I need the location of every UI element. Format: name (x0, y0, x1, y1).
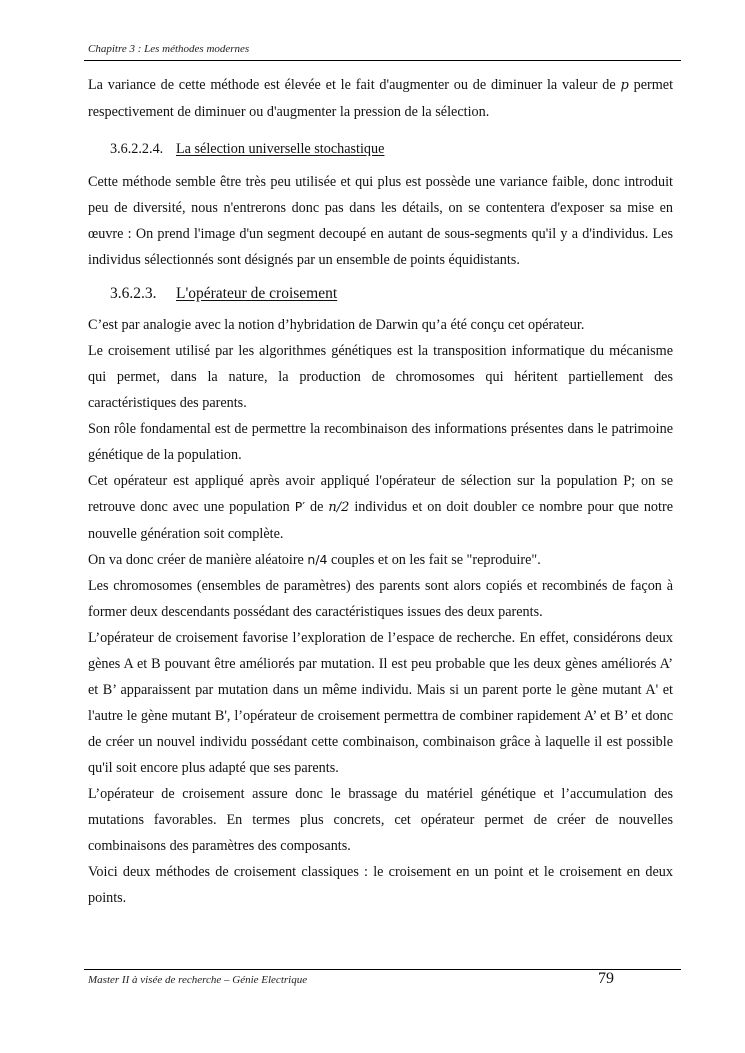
page-number: 79 (598, 970, 614, 987)
math-n-over-2: n/2 (328, 500, 350, 515)
header-rule (84, 60, 681, 61)
intro-text: La variance de cette méthode est élevée et le fait d'augmenter ou de diminuer la valeur de (88, 77, 621, 93)
paragraph-population (88, 468, 673, 547)
section-number: 3.6.2.2.4. (110, 141, 164, 157)
paragraph-crossover-definition: Le croisement utilisé par les algorithmes génétiques est la transposition informatique du mécanisme qui permet, dans la nature, la production de chromosomes qui héritent partiellement des caractéristiques des parents. (88, 343, 673, 411)
paragraph-mixing: L’opérateur de croisement assure donc le brassage du matériel génétique et l’accumulation des mutations favorables. En termes plus concrets, cet opérateur permet de créer de nouvelles combinaisons des paramètres des composants. (88, 786, 673, 854)
paragraph-exploration: L’opérateur de croisement favorise l’exploration de l’espace de recherche. En effet, considérons deux gènes A et B pouvant être améliorés par mutation. Il est peu probable que les deux gènes améliorés A’ et B’ apparaissent par mutation dans un même individu. Mais si un parent porte le gène mutant A' et l'autre le gène mutant B', l’opérateur de croisement permettra de combiner rapidement A’ et B’ et donc de créer un nouvel individu possédant cette combinaison, combinaison grâce à laquelle il est possible qu'il soit encore plus adapté que ses parents. (88, 630, 673, 776)
section-heading-3-6-2-2-4 (110, 136, 673, 162)
footer-rule (84, 969, 681, 970)
text-segment: couples et on les fait se "reproduire". (327, 552, 541, 568)
paragraph-stochastic-selection: Cette méthode semble être très peu utilisée et qui plus est possède une variance faible, donc introduit peu de diversité, nous n'entrerons donc pas dans les détails, on se contentera d'exposer sa mise en œuvre : On prend l'image d'un segment decoupé en autant de sous-segments qu'il y a d'individus. Les individus sélectionnés sont désignés par un ensemble de points équidistants. (88, 174, 673, 268)
text-segment: individus et on doit doubler ce nombre pour que notre nouvelle génération soit complète. (88, 499, 673, 542)
paragraph-darwin: C’est par analogie avec la notion d’hybridation de Darwin qu’a été conçu cet opérateur. (88, 317, 585, 333)
section-heading-3-6-2-3 (110, 280, 673, 308)
math-variable-p: p (620, 78, 629, 93)
math-n-over-4: n/4 (307, 552, 328, 567)
text-segment: On va donc créer de manière aléatoire (88, 552, 308, 568)
section-title: La sélection universelle stochastique (176, 141, 385, 157)
paragraph-methods: Voici deux méthodes de croisement classiques : le croisement en un point et le croisement en deux points. (88, 864, 673, 906)
section-title: L'opérateur de croisement (176, 285, 338, 302)
paragraph-chromosomes: Les chromosomes (ensembles de paramètres) des parents sont alors copiés et recombinés de façon à former deux descendants possédant des caractéristiques issues des deux parents. (88, 578, 673, 620)
running-footer: Master II à visée de recherche – Génie Electrique (88, 974, 308, 986)
math-p-prime: P′ (294, 499, 306, 514)
intro-text-end: permet respectivement de diminuer ou d'augmenter la pression de la sélection. (88, 77, 674, 120)
running-header: Chapitre 3 : Les méthodes modernes (88, 43, 250, 55)
paragraph-fundamental-role: Son rôle fondamental est de permettre la recombinaison des informations présentes dans le patrimoine génétique de la population. (88, 421, 673, 463)
section-number: 3.6.2.3. (110, 285, 157, 302)
intro-paragraph (88, 72, 673, 125)
page-body (88, 72, 673, 911)
text-segment: de (305, 499, 329, 515)
text-segment: Cet opérateur est appliqué après avoir appliqué l'opérateur de sélection sur la population P; on se retrouve donc avec une population (88, 473, 673, 515)
paragraph-couples (88, 547, 673, 573)
